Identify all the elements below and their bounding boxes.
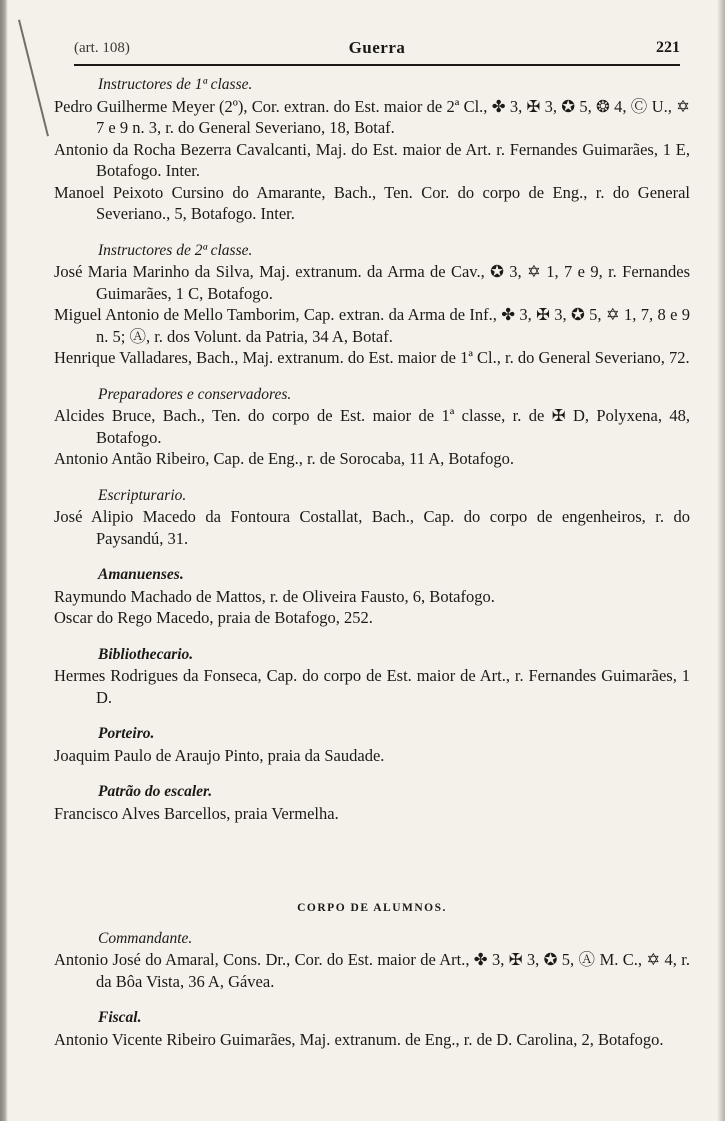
personnel-entry: Hermes Rodrigues da Fonseca, Cap. do corpo de Est. maior de Art., r. Fernandes Guimarães, 1 D. [54,666,690,707]
personnel-entry: Pedro Guilherme Meyer (2º), Cor. extran. do Est. maior de 2ª Cl., ✤ 3, ✠ 3, ✪ 5, ❂ 4, Ⓒ U., ✡ 7 e 9 n. 3, r. do General Severiano, 18, Botaf. [54,96,690,137]
header-rule [74,64,680,66]
personnel-entry: Antonio Vicente Ribeiro Guimarães, Maj. extranum. de Eng., r. de D. Carolina, 2, Botafogo. [54,1029,664,1049]
section-title: Escripturario. [98,486,187,504]
page-number: 221 [656,39,680,56]
page-body [54,74,690,1050]
personnel-entry: Francisco Alves Barcellos, praia Vermelha. [54,803,339,823]
section-title: Instructores de 1ª classe. [98,76,253,93]
header-article-ref: (art. 108) [74,40,130,56]
section-title: Patrão do escaler. [98,783,213,800]
personnel-entry: Henrique Valladares, Bach., Maj. extranum. do Est. maior de 1ª Cl., r. do General Severiano, 72. [54,348,690,367]
corpo-de-alumnos-heading: CORPO DE ALUMNOS. [297,902,447,914]
page-right-edge [717,0,725,1121]
page-fold-mark [18,20,49,137]
personnel-entry: Alcides Bruce, Bach., Ten. do corpo de Est. maior de 1ª classe, r. de ✠ D, Polyxena, 48, Botafogo. [54,406,690,447]
personnel-entry: Raymundo Machado de Mattos, r. de Oliveira Fausto, 6, Botafogo. [54,586,495,606]
section-title: Amanuenses. [98,566,184,583]
personnel-entry: Manoel Peixoto Cursino do Amarante, Bach., Ten. Cor. do corpo de Eng., r. do General Severiano., 5, Botafogo. Inter. [54,182,690,223]
personnel-entry: José Maria Marinho da Silva, Maj. extranum. da Arma de Cav., ✪ 3, ✡ 1, 7 e 9, r. Fernandes Guimarães, 1 C, Botafogo. [54,262,690,303]
section-title: Fiscal. [98,1009,142,1026]
header-title: Guerra [348,38,406,57]
section-title: Preparadores e conservadores. [98,385,292,403]
personnel-entry: José Alipio Macedo da Fontoura Costallat, Bach., Cap. do corpo de engenheiros, r. do Paysandú, 31. [54,507,690,548]
section-title: Porteiro. [98,725,155,742]
personnel-entry: Antonio da Rocha Bezerra Cavalcanti, Maj. do Est. maior de Art. r. Fernandes Guimarães, 1 E, Botafogo. Inter. [54,139,690,180]
page-binding-edge [0,0,8,1121]
section-title: Commandante. [98,929,193,947]
personnel-entry: Miguel Antonio de Mello Tamborim, Cap. extran. da Arma de Inf., ✤ 3, ✠ 3, ✪ 5, ✡ 1, 7, 8 e 9 n. 5; Ⓐ, r. dos Volunt. da Patria, 34 A, Botaf. [54,305,690,346]
personnel-entry: Antonio José do Amaral, Cons. Dr., Cor. do Est. maior de Art., ✤ 3, ✠ 3, ✪ 5, Ⓐ M. C., ✡ 4, r. da Bôa Vista, 36 A, Gávea. [54,950,690,991]
running-header [74,38,680,62]
section-title: Bibliothecario. [98,645,194,663]
personnel-entry: Oscar do Rego Macedo, praia de Botafogo, 252. [54,608,373,627]
section-title: Instructores de 2ª classe. [98,241,253,259]
personnel-entry: Antonio Antão Ribeiro, Cap. de Eng., r. de Sorocaba, 11 A, Botafogo. [54,449,514,468]
personnel-entry: Joaquim Paulo de Araujo Pinto, praia da Saudade. [54,745,385,765]
